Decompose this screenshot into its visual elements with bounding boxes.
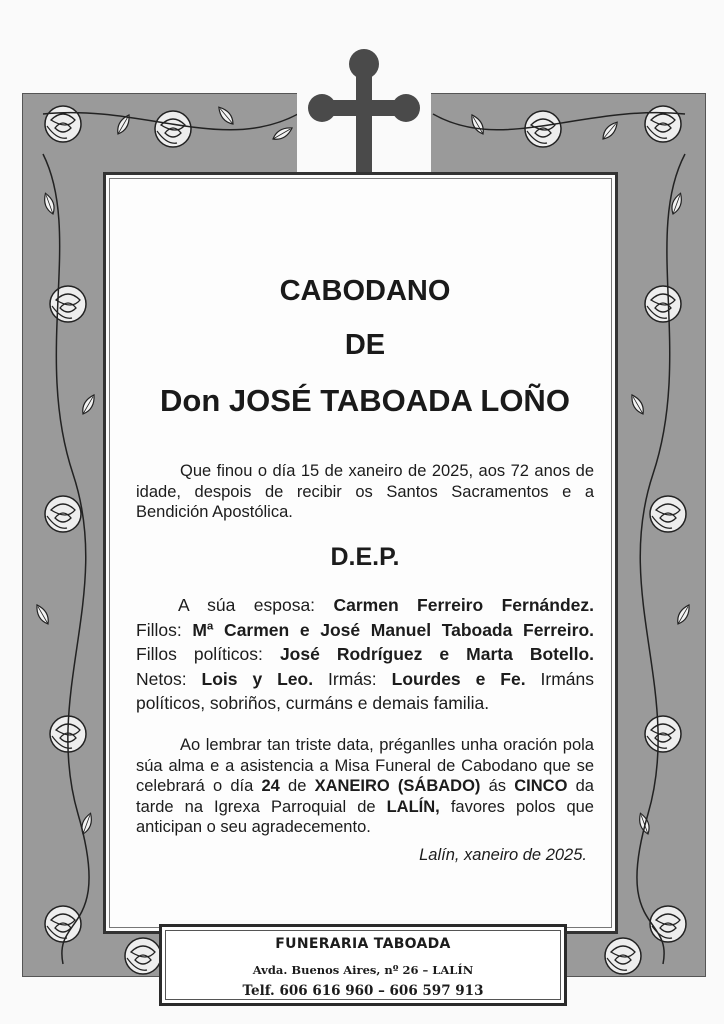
children-names: Mª Carmen e José Manuel Taboada Ferreiro. <box>192 619 594 640</box>
grandchildren-line <box>136 667 594 692</box>
mass-hour: CINCO <box>514 777 568 795</box>
funeral-home-box <box>159 924 567 1006</box>
signature-line: Lalín, xaneiro de 2025. <box>419 846 587 864</box>
mass-day: 24 <box>261 777 280 795</box>
children-label: Fillos: <box>136 619 182 640</box>
children-line <box>136 618 594 643</box>
notice-title: CABODANO <box>279 275 451 307</box>
intro-paragraph: Que finou o día 15 de xaneiro de 2025, aos 72 anos de idade, despois de recibir os Santos Sacramentos e a Bendición Apostólica. <box>136 462 594 521</box>
spouse-name: Carmen Ferreiro Fernández. <box>333 595 594 615</box>
funeral-home-name: FUNERARIA TABOADA <box>275 936 451 952</box>
spouse-label: A súa esposa: <box>178 595 316 615</box>
mass-text-4: da tarde na Igrexa Parroquial de <box>136 777 594 816</box>
funeral-home-phones: Telf. 606 616 960 – 606 597 913 <box>242 983 484 999</box>
mass-text-1: Ao lembrar tan triste data, préganlles unha oración pola súa alma e a asistencia a Misa Funeral de Cabodano que se celebrará o día <box>136 736 594 795</box>
mass-paragraph <box>136 735 594 838</box>
funeral-home-address: Avda. Buenos Aires, nº 26 – LALÍN <box>252 963 474 977</box>
inlaws-label: Fillos políticos: <box>136 644 263 664</box>
mass-text-3: ás <box>488 777 507 795</box>
inlaws-names: José Rodríguez e Marta Botello. <box>279 644 594 664</box>
rest-family-line: políticos, sobriños, curmáns e demais familia. <box>136 693 490 713</box>
deceased-name: Don JOSÉ TABOADA LOÑO <box>160 383 570 418</box>
rest-family-a: Irmáns <box>540 668 594 689</box>
siblings-label: Irmás: <box>328 668 377 689</box>
grandchildren-names: Lois y Leo. <box>201 668 314 689</box>
grandchildren-label: Netos: <box>136 668 187 689</box>
mass-date: XANEIRO (SÁBADO) <box>314 777 481 795</box>
spouse-line <box>136 593 594 618</box>
mass-place: LALÍN, <box>386 797 440 816</box>
mass-text-5: favores polos que anticipan o seu agradecemento. <box>136 797 594 836</box>
family-paragraph <box>136 593 594 716</box>
dep-heading: D.E.P. <box>330 543 400 571</box>
siblings-names: Lourdes e Fe. <box>391 668 526 689</box>
mass-text-2: de <box>288 777 307 795</box>
notice-preposition: DE <box>344 329 386 361</box>
inlaws-line <box>136 642 594 667</box>
